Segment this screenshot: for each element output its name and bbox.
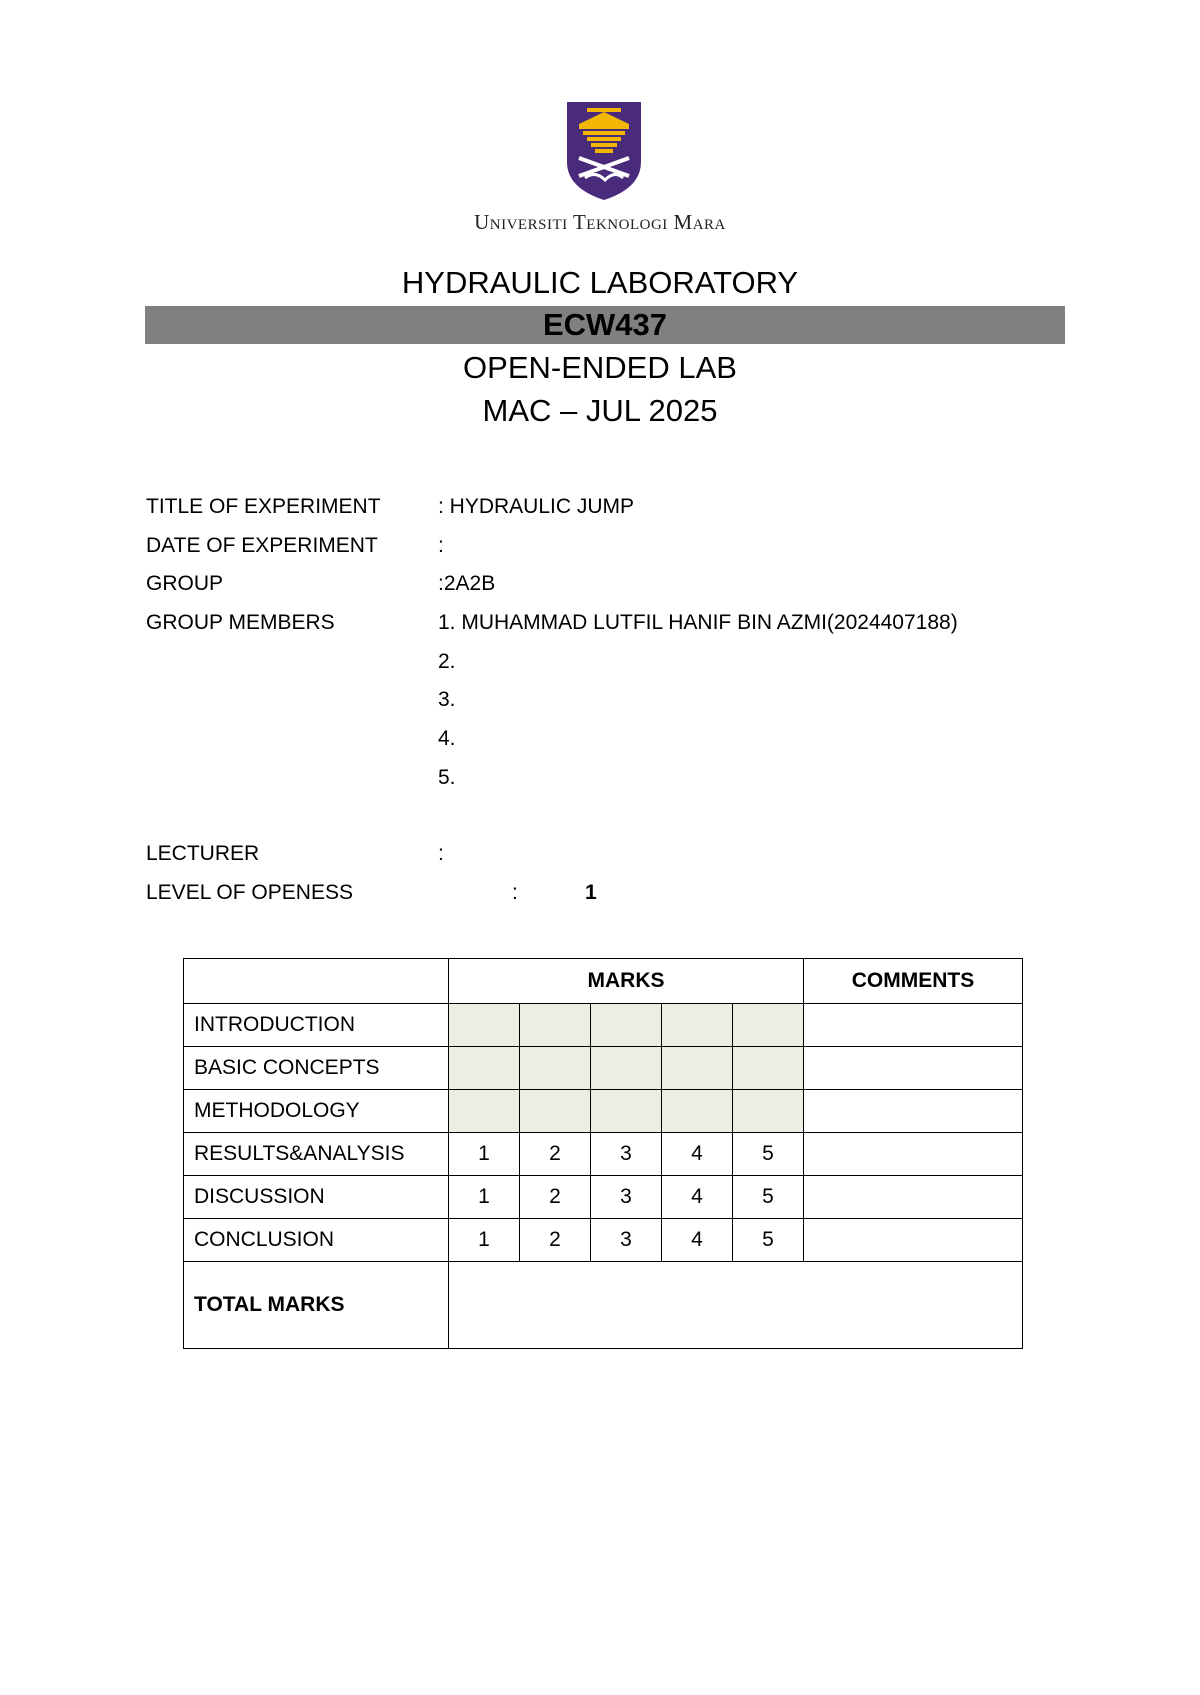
member-3: 3. [438,688,456,711]
score-cell[interactable]: 3 [591,1176,662,1219]
row-label: BASIC CONCEPTS [184,1047,449,1090]
comment-cell[interactable] [804,1004,1023,1047]
score-cell[interactable]: 3 [591,1133,662,1176]
table-header-row [184,959,1023,1004]
row-label: METHODOLOGY [184,1090,449,1133]
date-label: DATE OF EXPERIMENT [146,534,378,557]
score-cell[interactable] [662,1004,733,1047]
table-row [184,1090,1023,1133]
comment-cell[interactable] [804,1047,1023,1090]
total-marks-label: TOTAL MARKS [184,1262,449,1349]
score-cell[interactable] [520,1090,591,1133]
openness-label: LEVEL OF OPENESS [146,881,353,904]
member-2: 2. [438,650,456,673]
score-cell[interactable]: 2 [520,1133,591,1176]
score-cell[interactable]: 4 [662,1133,733,1176]
group-value: :2A2B [438,572,496,595]
score-cell[interactable]: 2 [520,1219,591,1262]
row-label: RESULTS&ANALYSIS [184,1133,449,1176]
score-cell[interactable] [449,1004,520,1047]
score-cell[interactable]: 1 [449,1133,520,1176]
comment-cell[interactable] [804,1090,1023,1133]
lab-title: HYDRAULIC LABORATORY [401,265,799,300]
comments-header: COMMENTS [804,959,1023,1004]
university-logo [565,100,643,202]
marks-table [183,958,1023,1349]
marks-header: MARKS [449,959,804,1004]
header-blank-cell [184,959,449,1004]
openness-value: 1 [585,881,597,904]
score-cell[interactable]: 4 [662,1176,733,1219]
score-cell[interactable] [591,1090,662,1133]
table-row [184,1219,1023,1262]
score-cell[interactable] [733,1047,804,1090]
score-cell[interactable]: 4 [662,1219,733,1262]
score-cell[interactable]: 2 [520,1176,591,1219]
row-label: DISCUSSION [184,1176,449,1219]
session: MAC – JUL 2025 [482,393,718,428]
score-cell[interactable]: 1 [449,1176,520,1219]
university-name: Universiti Teknologi Mara [474,210,726,234]
member-5: 5. [438,766,456,789]
table-row [184,1004,1023,1047]
score-cell[interactable] [591,1047,662,1090]
table-row [184,1047,1023,1090]
score-cell[interactable]: 5 [733,1219,804,1262]
score-cell[interactable] [662,1047,733,1090]
score-cell[interactable]: 3 [591,1219,662,1262]
row-label: INTRODUCTION [184,1004,449,1047]
score-cell[interactable] [662,1090,733,1133]
course-code: ECW437 [145,306,1065,344]
member-4: 4. [438,727,456,750]
table-row [184,1133,1023,1176]
comment-cell[interactable] [804,1176,1023,1219]
lecturer-value: : [438,842,444,865]
comment-cell[interactable] [804,1219,1023,1262]
lab-type: OPEN-ENDED LAB [463,350,737,385]
score-cell[interactable] [733,1090,804,1133]
openness-colon: : [512,881,518,904]
group-label: GROUP [146,572,224,595]
score-cell[interactable] [449,1047,520,1090]
title-value: : HYDRAULIC JUMP [438,495,635,518]
score-cell[interactable] [449,1090,520,1133]
title-label: TITLE OF EXPERIMENT [146,495,381,518]
comment-cell[interactable] [804,1133,1023,1176]
score-cell[interactable]: 5 [733,1133,804,1176]
member-1: 1. MUHAMMAD LUTFIL HANIF BIN AZMI(2024407188) [438,611,958,634]
members-label: GROUP MEMBERS [146,611,335,634]
total-row [184,1262,1023,1349]
date-value: : [438,534,444,557]
score-cell[interactable] [733,1004,804,1047]
score-cell[interactable] [520,1004,591,1047]
table-row [184,1176,1023,1219]
row-label: CONCLUSION [184,1219,449,1262]
score-cell[interactable]: 1 [449,1219,520,1262]
lecturer-label: LECTURER [146,842,260,865]
score-cell[interactable] [591,1004,662,1047]
score-cell[interactable] [520,1047,591,1090]
total-marks-cell[interactable] [449,1262,1023,1349]
score-cell[interactable]: 5 [733,1176,804,1219]
